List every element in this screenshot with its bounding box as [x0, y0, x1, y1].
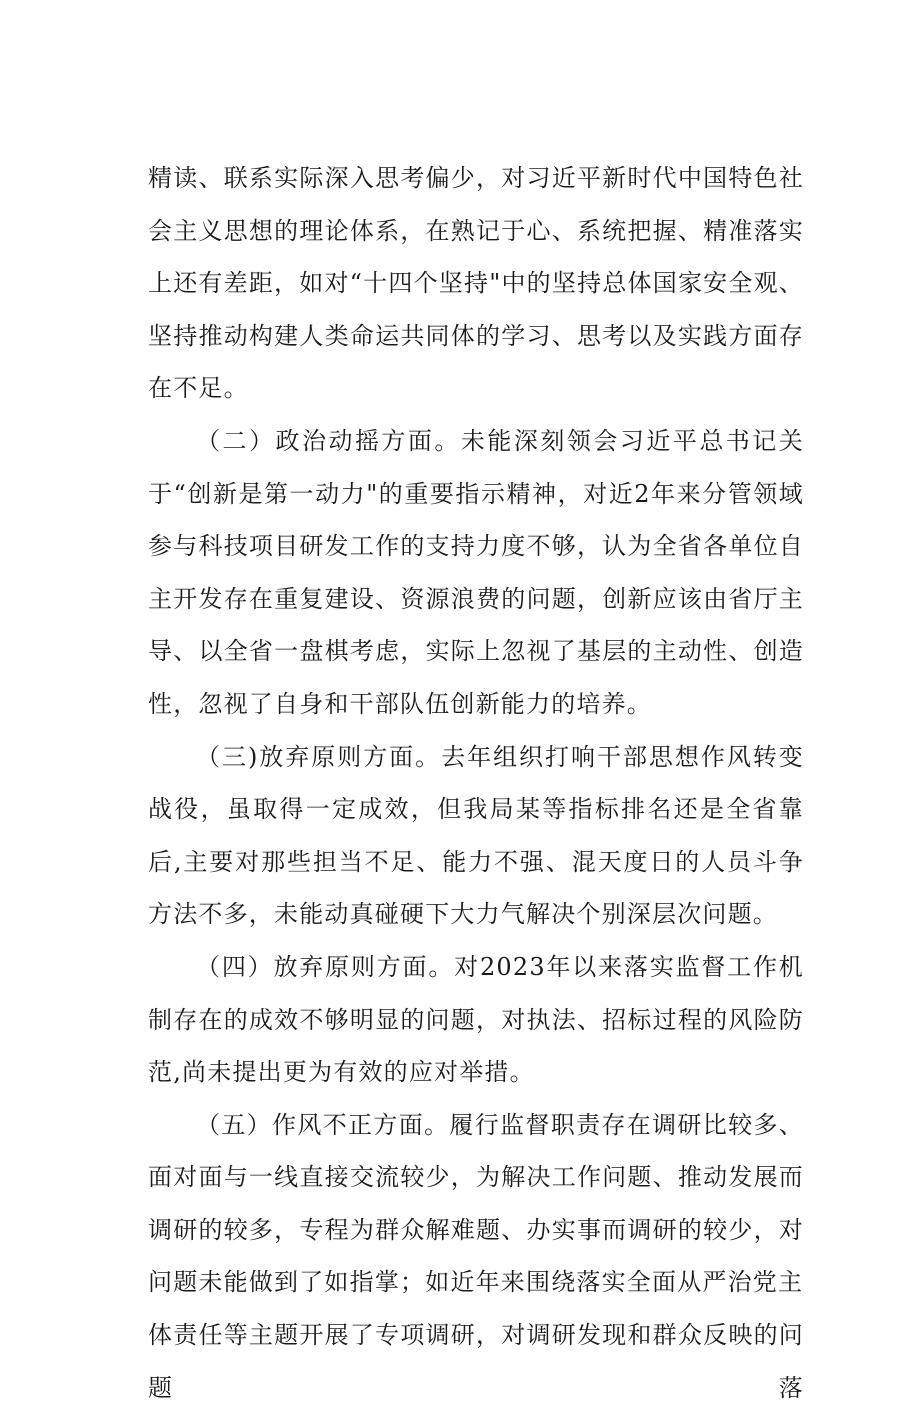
paragraph-abandon-principle-4: （四）放弃原则方面。对2023年以来落实监督工作机制存在的成效不够明显的问题，对执法、招标过程的风险防范,尚未提出更为有效的应对举措。 — [148, 952, 804, 1087]
document-body — [148, 152, 804, 1414]
paragraph-continued-line: 体责任等主题开展了专项调研，对调研发现和群众反映的问题落 — [148, 1321, 804, 1402]
paragraph-abandon-principle-3: （三)放弃原则方面。去年组织打响干部思想作风转变战役，虽取得一定成效，但我局某等指标排名还是全省靠后,主要对那些担当不足、能力不强、混天度日的人员斗争方法不多，未能动真碰硬下大力气解决个别深层次问题。 — [148, 742, 804, 929]
paragraph-political-wavering: （二）政治动摇方面。未能深刻领会习近平总书记关于“创新是第一动力"的重要指示精神，对近2年来分管领域参与科技项目研发工作的支持力度不够，认为全省各单位自主开发存在重复建设、资源浪费的问题，创新应该由省厅主导、以全省一盘棋考虑，实际上忽视了基层的主动性、创造性，忽视了自身和干部队伍创新能力的培养。 — [148, 426, 804, 718]
paragraph-work-style: （五）作风不正方面。履行监督职责存在调研比较多、面对面与一线直接交流较少，为解决工作问题、推动发展而调研的较多，专程为群众解难题、办实事而调研的较少，对问题未能做到了如指掌；如近年来围绕落实全面从严治党主 — [148, 1110, 804, 1297]
paragraph-continuation: 精读、联系实际深入思考偏少，对习近平新时代中国特色社会主义思想的理论体系，在熟记于心、系统把握、精准落实上还有差距，如对“十四个坚持"中的坚持总体国家安全观、坚持推动构建人类命运共同体的学习、思考以及实践方面存在不足。 — [148, 164, 804, 403]
